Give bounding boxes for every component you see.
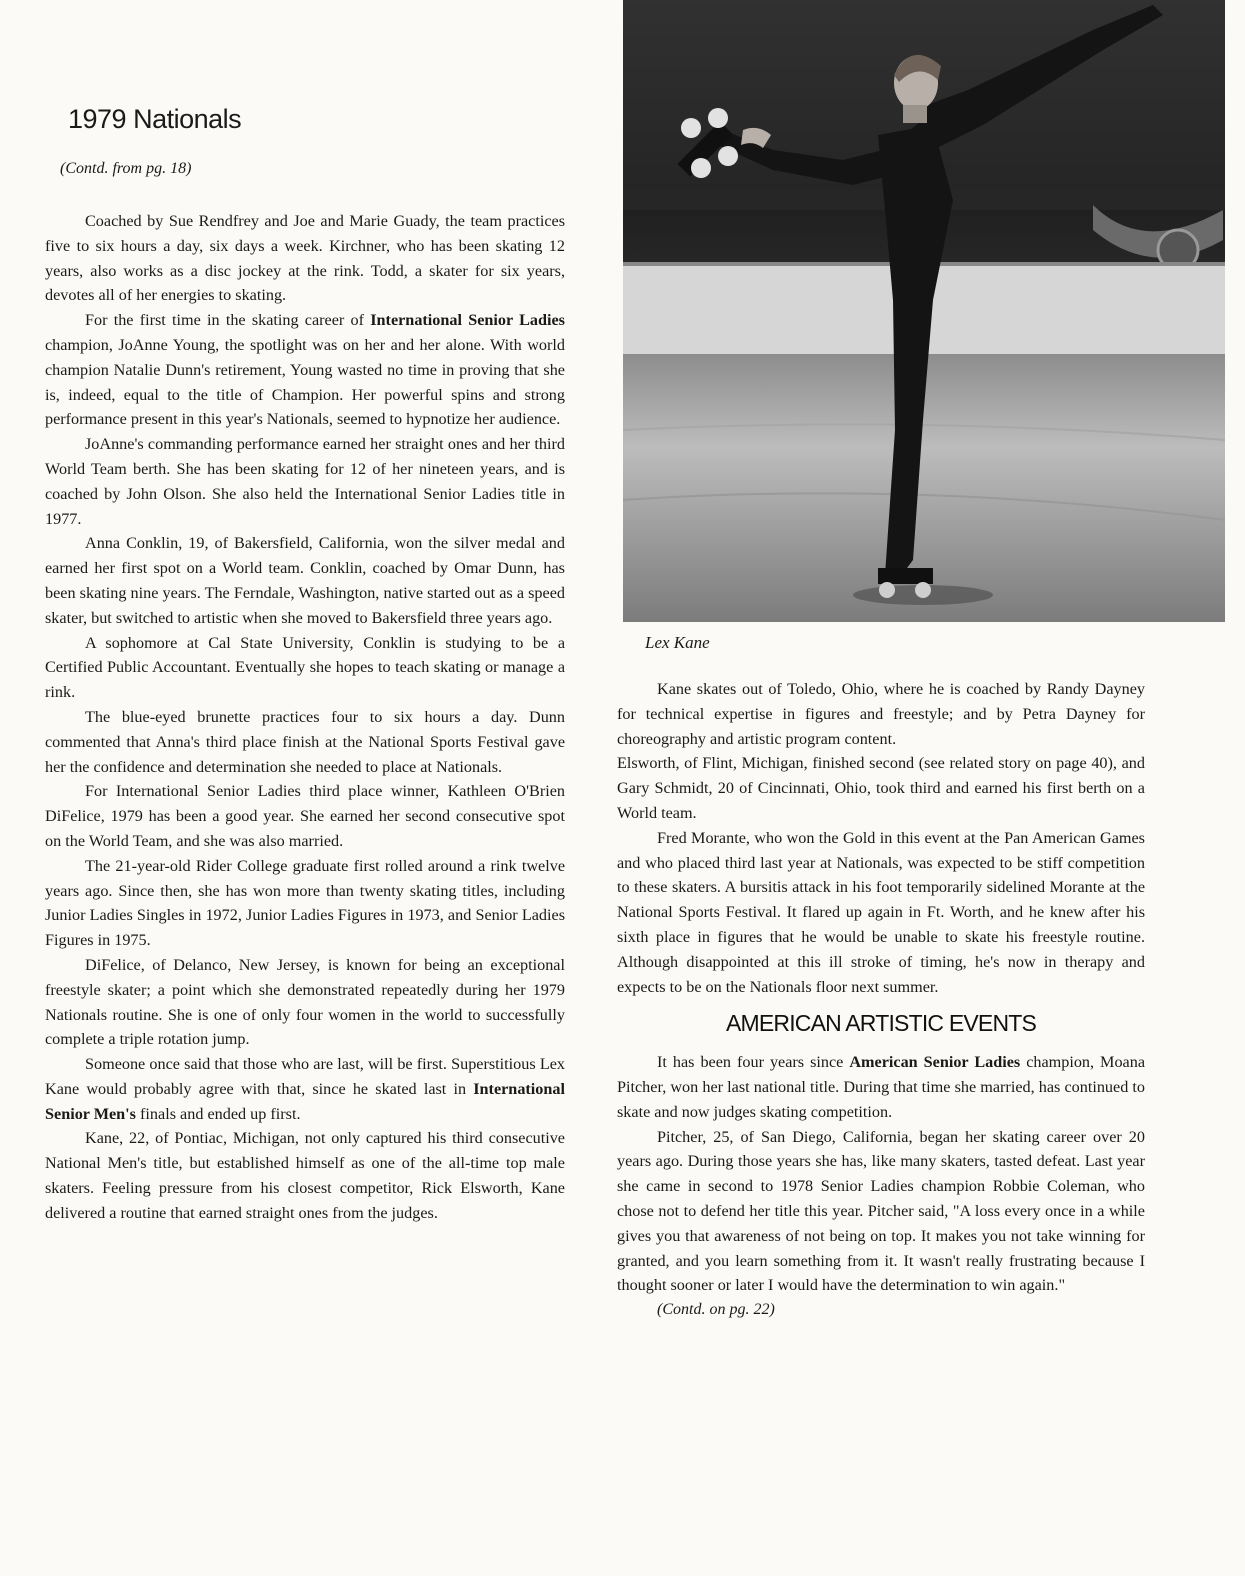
event-name: International Senior Ladies — [370, 311, 565, 330]
article-paragraph: For International Senior Ladies third place winner, Kathleen O'Brien DiFelice, 1979 has been a good year. She earned her second consecutive spot on the World Team, and she was also married. — [45, 782, 565, 850]
article-paragraph: DiFelice, of Delanco, New Jersey, is known for being an exceptional freestyle skater; a point which she demonstrated repeatedly during her 1979 Nationals routine. She is one of only four women in the world to successfully complete a triple rotation jump. — [45, 955, 565, 1049]
article-paragraph: Elsworth, of Flint, Michigan, finished second (see related story on page 40), and Gary Schmidt, 20 of Cincinnati, Ohio, took third and earned his first berth on a World team. — [617, 754, 1145, 822]
article-paragraph: Fred Morante, who won the Gold in this event at the Pan American Games and who placed third last year at Nationals, was expected to be stiff competition to these skaters. A bursitis attack in his foot temporarily sidelined Morante at the National Sports Festival. It flared up again in Ft. Worth, and he knew after his sixth place in figures that he would be unable to skate his freestyle routine. Although disappointed at this ill stroke of timing, he's now in therapy and expects to be on the Nationals floor next summer. — [617, 828, 1145, 996]
article-paragraph: A sophomore at Cal State University, Conklin is studying to be a Certified Public Accountant. Eventually she hopes to teach skating or manage a rink. — [45, 633, 565, 702]
skater-photo — [623, 0, 1225, 622]
article-paragraph: Coached by Sue Rendfrey and Joe and Marie Guady, the team practices five to six hours a day, six days a week. Kirchner, who has been skating 12 years, also works as a disc jockey at the rink. Todd, a skater for six years, devotes all of her energies to skating. — [45, 212, 565, 305]
section-title: AMERICAN ARTISTIC EVENTS — [725, 1010, 1037, 1037]
skater-photo-illustration — [623, 0, 1225, 622]
article-paragraph: Pitcher, 25, of San Diego, California, began her skating career over 20 years ago. During those years she has, like many skaters, tasted defeat. Last year she came in second to 1978 Senior Ladies champion Robbie Coleman, who chose not to defend her title this year. Pitcher said, "A loss every once in a while gives you that awareness of not being on top. It makes you not take winning for granted, and you learn something from it. It wasn't really frustrating because I thought sooner or later I would have the determination to win again." — [617, 1127, 1145, 1295]
article-paragraph: Anna Conklin, 19, of Bakersfield, California, won the silver medal and earned her first spot on a World team. Conklin, coached by Omar Dunn, has been skating nine years. The Ferndale, Washington, native started out as a speed skater, but switched to artistic when she moved to Bakersfield three years ago. — [45, 534, 565, 627]
article-heading: 1979 Nationals — [68, 104, 242, 134]
article-paragraph: Kane, 22, of Pontiac, Michigan, not only captured his third consecutive National Men's title, but established himself as one of the all-time top male skaters. Feeling pressure from his closest competitor, Rick Elsworth, Kane delivered a routine that earned straight ones from the judges. — [45, 1129, 565, 1222]
article-paragraph: Someone once said that those who are last, will be first. Superstitious Lex Kane would probably agree with that, since he skated last in International Senior Men's finals and ended up first. — [45, 1055, 565, 1123]
event-name: International Senior Men's — [45, 1079, 565, 1123]
article-paragraph: Kane skates out of Toledo, Ohio, where he is coached by Randy Dayney for technical expertise in figures and freestyle; and by Petra Dayney for choreography and artistic program content. — [617, 680, 1145, 748]
article-paragraph: For the first time in the skating career of International Senior Ladies champion, JoAnne Young, the spotlight was on her and her alone. With world champion Natalie Dunn's retirement, Young wasted no time in proving that she is, indeed, equal to the title of Champion. Her powerful spins and strong performance present in this year's Nationals, seemed to hypnotize her audience. — [45, 311, 565, 429]
left-column — [45, 209, 565, 1226]
photo-caption: Lex Kane — [645, 633, 710, 652]
article-paragraph: The 21-year-old Rider College graduate first rolled around a rink twelve years ago. Since then, she has won more than twenty skating titles, including Junior Ladies Singles in 1972, Junior Ladies Figures in 1973, and Senior Ladies Figures in 1975. — [45, 856, 565, 950]
continued-from-note: (Contd. from pg. 18) — [60, 160, 192, 177]
event-name: American Senior Ladies — [849, 1053, 1021, 1072]
article-paragraph: It has been four years since American Senior Ladies champion, Moana Pitcher, won her last national title. During that time she married, has continued to skate and now judges skating competition. — [617, 1053, 1146, 1121]
continued-on-note: (Contd. on pg. 22) — [657, 1301, 775, 1319]
article-paragraph: The blue-eyed brunette practices four to six hours a day. Dunn commented that Anna's third place finish at the National Sports Festival gave her the confidence and determination she needed to place at Nationals. — [45, 707, 565, 776]
right-column — [617, 677, 1145, 1323]
article-paragraph: JoAnne's commanding performance earned her straight ones and her third World Team berth. She has been skating for 12 of her nineteen years, and is coached by John Olson. She also held the International Senior Ladies title in 1977. — [45, 435, 565, 528]
